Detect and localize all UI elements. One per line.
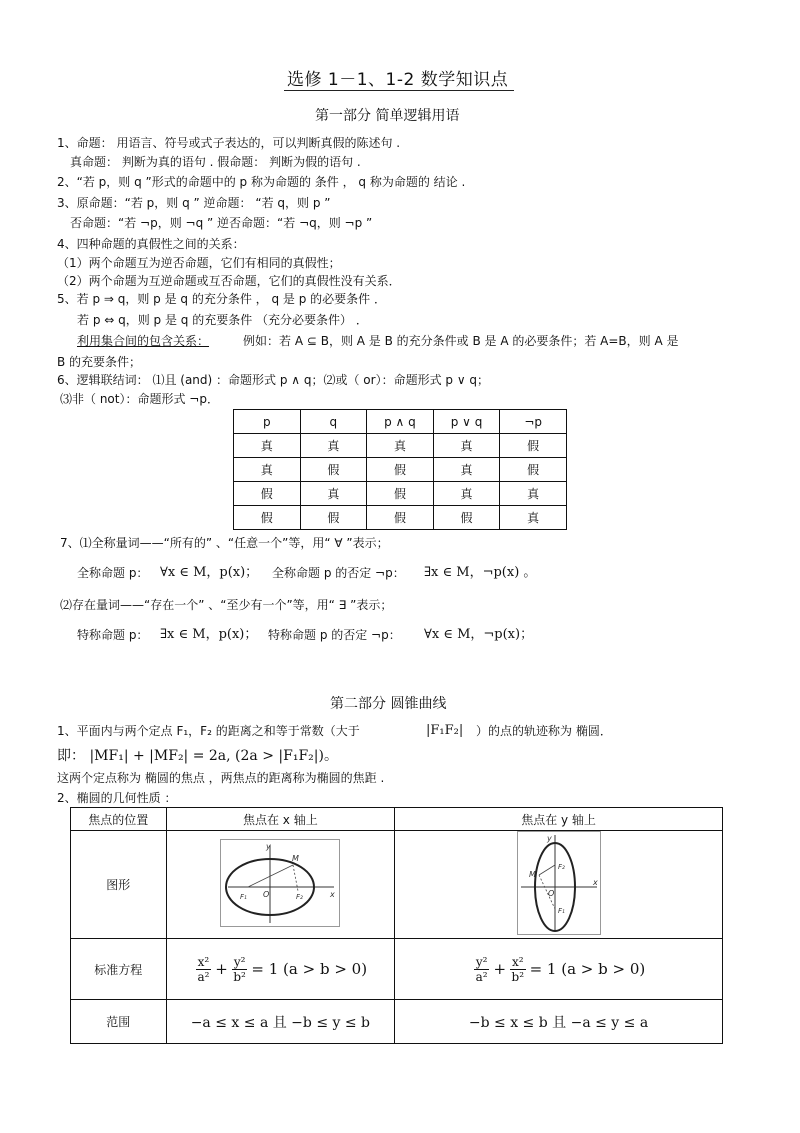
- equation-y-cell: [395, 939, 723, 1000]
- cell: 假: [500, 434, 567, 458]
- table-row-equation: [71, 939, 723, 1000]
- ellipse-x-figure: [220, 839, 340, 927]
- cell: 假: [367, 482, 434, 506]
- table-row: [234, 434, 567, 458]
- cell: 真: [234, 458, 301, 482]
- denominator: b²: [511, 969, 525, 984]
- denominator: a²: [475, 969, 488, 984]
- figure-y-cell: [395, 831, 723, 939]
- cell: 假: [367, 506, 434, 530]
- denominator: a²: [197, 969, 210, 984]
- universal-quantifier: 7、⑴全称量词——“所有的” 、“任意一个”等，用“ ∀ ”表示；: [60, 536, 389, 550]
- y-axis-label: y: [546, 834, 552, 843]
- cell: 真: [367, 434, 434, 458]
- x-axis-label: x: [592, 878, 598, 887]
- origin-label: O: [547, 889, 554, 898]
- cell: 假: [234, 482, 301, 506]
- cell: 真: [500, 482, 567, 506]
- numerator: y²: [233, 954, 246, 969]
- cell: 真: [433, 482, 500, 506]
- fraction: [510, 955, 526, 984]
- iff-condition: 若 p ⇔ q，则 p 是 q 的充要条件 （充分必要条件） ．: [77, 313, 368, 327]
- universal-prop-label: 全称命题 p：: [77, 566, 149, 580]
- figure-x-cell: [166, 831, 395, 939]
- th: p ∧ q: [367, 410, 434, 434]
- table-row-range: [71, 1000, 723, 1044]
- existential-quantifier: ⑵存在量词——“存在一个” 、“至少有一个”等，用“ ∃ ”表示；: [60, 598, 393, 612]
- page-title: 选修 1－1、1-2 数学知识点: [287, 70, 509, 90]
- f1-label: F₁: [240, 893, 248, 901]
- point-m-label: M: [528, 870, 536, 879]
- def-proposition: 1、命题： 用语言、符号或式子表达的，可以判断真假的陈述句 .: [57, 136, 401, 150]
- set-inclusion-example: 例如：若 A ⊆ B，则 A 是 B 的充分条件或 B 是 A 的必要条件；若 A=B，则 A 是: [243, 334, 679, 348]
- title-underline: [284, 90, 514, 91]
- numerator: x²: [197, 954, 210, 969]
- ellipse-properties-table: [70, 807, 723, 1044]
- fraction: [232, 955, 248, 984]
- equation-rest: = 1 (a > b > 0): [251, 960, 368, 978]
- f2-label: F₂: [557, 863, 565, 871]
- part1-heading: 第一部分 简单逻辑用语: [315, 108, 460, 124]
- existential-prop-label: 特称命题 p：: [77, 628, 149, 642]
- logical-connectives: 6、逻辑联结词： ⑴且 (and) ：命题形式 p ∧ q；⑵或（ or）：命题形式 p ∨ q；: [57, 373, 490, 387]
- range-y: −b ≤ x ≤ b 且 −a ≤ y ≤ a: [395, 1000, 723, 1044]
- th: q: [300, 410, 367, 434]
- equation-rest: = 1 (a > b > 0): [529, 960, 646, 978]
- existential-neg-label: 特称命题 p 的否定 ¬p：: [268, 628, 401, 642]
- ellipse-properties-title: 2、椭圆的几何性质 ：: [57, 791, 177, 805]
- original-converse: 3、原命题：“若 p，则 q ” 逆命题： “若 q，则 p ”: [57, 196, 331, 210]
- label-equation: 标准方程: [71, 939, 167, 1000]
- cell: 真: [300, 482, 367, 506]
- th: p: [234, 410, 301, 434]
- ellipse-definition: 1、平面内与两个定点 F₁，F₂ 的距离之和等于常数（大于: [57, 724, 360, 738]
- point-m-label: M: [292, 854, 300, 863]
- relation-2: （2）两个命题为互逆命题或互否命题，它们的真假性没有关系．: [57, 274, 401, 288]
- cell: 假: [500, 458, 567, 482]
- fraction: [196, 955, 212, 984]
- th: p ∨ q: [433, 410, 500, 434]
- cell: 真: [433, 458, 500, 482]
- header-y-axis: 焦点在 y 轴上: [395, 808, 723, 831]
- universal-prop: ∀x ∈ M，p(x)；: [160, 565, 259, 580]
- f1-label: F₁: [557, 907, 565, 915]
- ellipse-definition-end: ）的点的轨迹称为 椭圆．: [476, 724, 612, 738]
- cell: 假: [433, 506, 500, 530]
- cell: 真: [234, 434, 301, 458]
- truth-table: [233, 409, 567, 530]
- equation-y: $\frac{\text{y²}}{\text{a²}}$ + $\frac{\text{x²}}{\text{b²}}$ = 1 (a > b > 0): [475, 954, 646, 984]
- ellipse-formula: 即： |MF₁| + |MF₂| = 2a, (2a > |F₁F₂|)。: [57, 748, 338, 764]
- existential-neg: ∀x ∈ M，¬p(x)；: [424, 627, 534, 642]
- label-range: 范围: [71, 1000, 167, 1044]
- relation-1: （1）两个命题互为逆否命题，它们有相同的真假性；: [57, 256, 341, 270]
- universal-neg-label: 全称命题 p 的否定 ¬p：: [272, 566, 405, 580]
- f2-label: F₂: [296, 893, 304, 901]
- negation: ⑶非（ not）：命题形式 ¬p．: [60, 392, 219, 406]
- header-focus-position: 焦点的位置: [71, 808, 167, 831]
- condition-conclusion: 2、“若 p，则 q ”形式的命题中的 p 称为命题的 条件 ， q 称为命题的 结论 .: [57, 175, 466, 189]
- x-axis-label: x: [330, 890, 336, 899]
- focal-distance-expr: |F₁F₂|: [426, 723, 464, 738]
- def-true-false: 真命题： 判断为真的语句 . 假命题： 判断为假的语句 .: [70, 155, 361, 169]
- y-axis-label: y: [266, 842, 272, 851]
- cell: 假: [367, 458, 434, 482]
- range-x: −a ≤ x ≤ a 且 −b ≤ y ≤ b: [166, 1000, 395, 1044]
- iff-condition-cont: B 的充要条件；: [57, 355, 142, 369]
- sufficient-necessary: 5、若 p ⇒ q，则 p 是 q 的充分条件 ， q 是 p 的必要条件 ．: [57, 292, 386, 306]
- part2-heading: 第二部分 圆锥曲线: [330, 696, 447, 712]
- set-inclusion-label: 利用集合间的包含关系：: [77, 334, 210, 348]
- table-row: [234, 482, 567, 506]
- figure-frame: [517, 832, 600, 935]
- existential-prop: ∃x ∈ M，p(x)；: [160, 627, 258, 642]
- origin-label: O: [263, 890, 270, 899]
- label-figure: 图形: [71, 831, 167, 939]
- universal-neg: ∃x ∈ M，¬p(x) 。: [424, 565, 537, 580]
- cell: 真: [300, 434, 367, 458]
- table-row: [234, 506, 567, 530]
- cell: 真: [500, 506, 567, 530]
- numerator: x²: [512, 954, 524, 969]
- numerator: y²: [475, 954, 488, 969]
- header-x-axis: 焦点在 x 轴上: [166, 808, 395, 831]
- th: ¬p: [500, 410, 567, 434]
- truth-table-header: [234, 410, 567, 434]
- equation-x: $\frac{\text{x²}}{\text{a²}}$ + $\frac{\text{y²}}{\text{b²}}$ = 1 (a > b > 0): [197, 954, 368, 984]
- four-prop-relation: 4、四种命题的真假性之间的关系：: [57, 237, 245, 251]
- cell: 假: [300, 506, 367, 530]
- table-row-figure: [71, 831, 723, 939]
- cell: 假: [234, 506, 301, 530]
- table-header-row: [71, 808, 723, 831]
- focal-radius-1: [539, 865, 555, 875]
- cell: 真: [433, 434, 500, 458]
- equation-x-cell: [166, 939, 395, 1000]
- foci-definition: 这两个定点称为 椭圆的焦点 ，两焦点的距离称为椭圆的焦距 .: [57, 771, 385, 785]
- fraction: [474, 955, 490, 984]
- table-row: [234, 458, 567, 482]
- ellipse-y-figure: [517, 831, 601, 935]
- denominator: b²: [233, 969, 246, 984]
- cell: 假: [300, 458, 367, 482]
- inverse-contrapositive: 否命题：“若 ¬p，则 ¬q ” 逆否命题：“若 ¬q，则 ¬p ”: [70, 216, 373, 230]
